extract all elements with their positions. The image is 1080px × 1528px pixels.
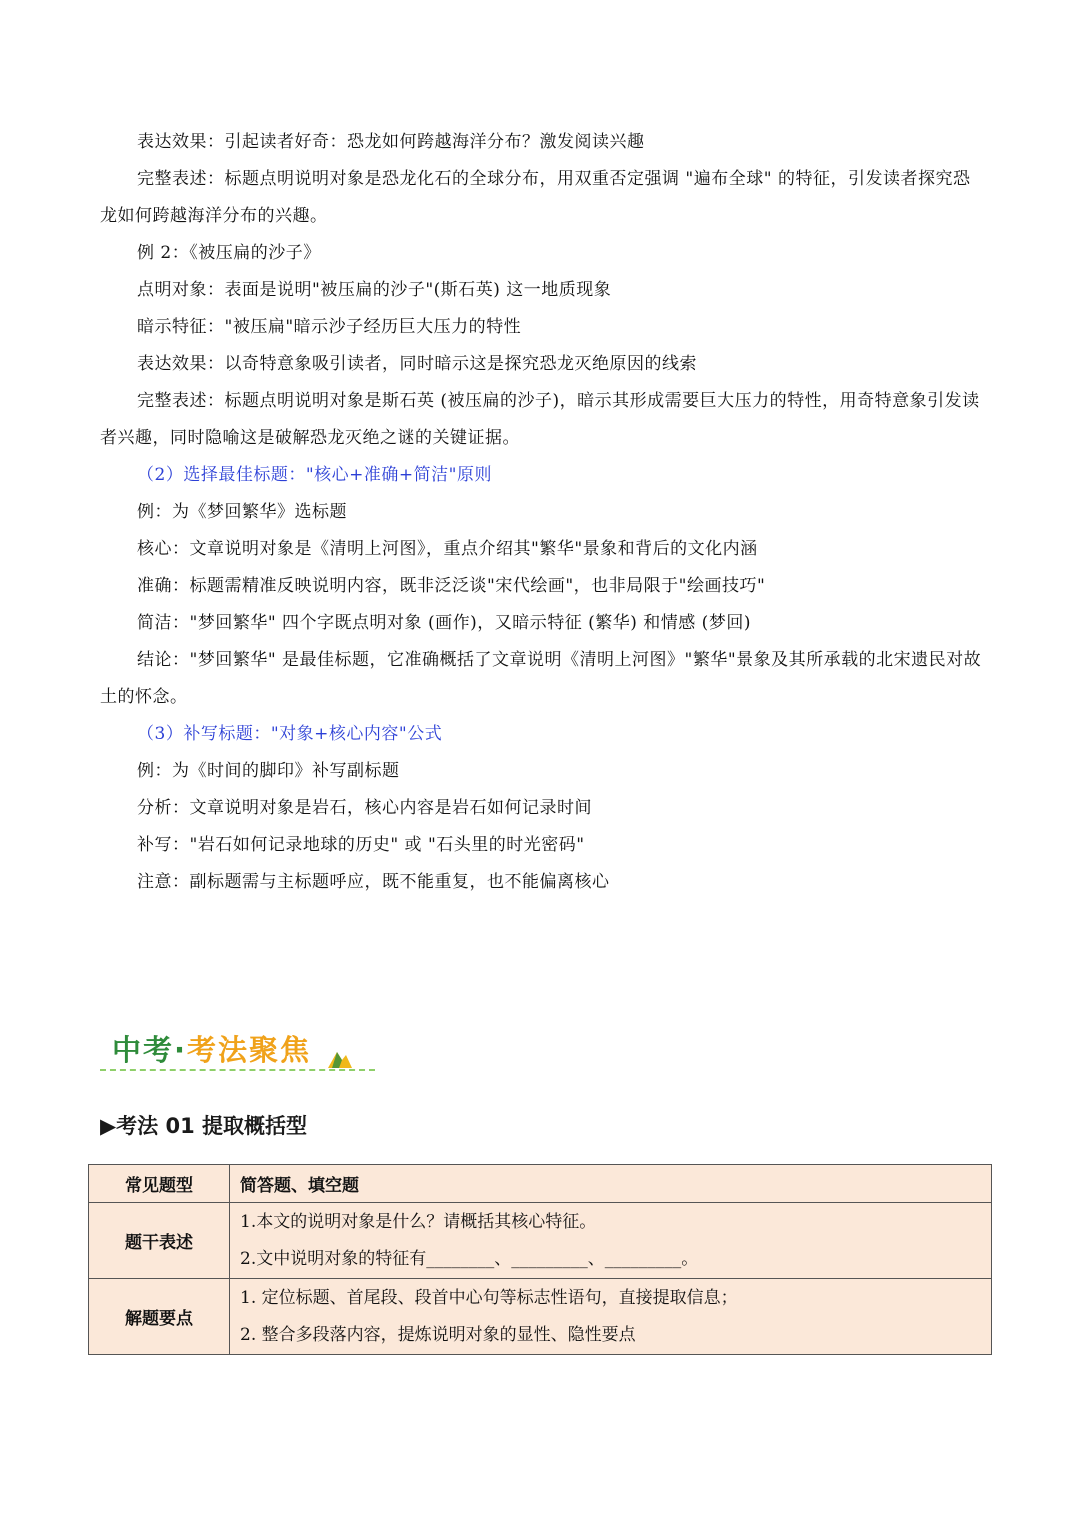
- stem-line-1: 1.本文的说明对象是什么？请概括其核心特征。: [240, 1211, 597, 1232]
- table-label-stem: 题干表述: [89, 1203, 230, 1279]
- banner-title: [112, 1028, 311, 1069]
- table-row: [89, 1203, 992, 1279]
- banner-part-kaofa: 考法聚焦: [187, 1033, 312, 1067]
- subheading-supplement-title: （3）补写标题："对象+核心内容"公式: [137, 724, 443, 744]
- paragraph-example-2: 例 2：《被压扁的沙子》: [137, 243, 321, 263]
- paragraph-note: 注意：副标题需与主标题呼应，既不能重复，也不能偏离核心: [137, 872, 610, 892]
- key-point-line-1: 1. 定位标题、首尾段、段首中心句等标志性语句，直接提取信息；: [240, 1287, 738, 1308]
- method-table: [88, 1164, 992, 1355]
- banner-dot: ·: [174, 1033, 188, 1067]
- paragraph-full-statement-2: 完整表述：标题点明说明对象是斯石英 (被压扁的沙子)，暗示其形成需要巨大压力的特性，用奇特意象引发读者兴趣，同时隐喻这是破解恐龙灭绝之谜的关键证据。: [100, 391, 980, 448]
- section-heading: ▶考法 01 提取概括型: [100, 1114, 307, 1138]
- paragraph-analysis: 分析：文章说明对象是岩石，核心内容是岩石如何记录时间: [137, 798, 592, 818]
- paragraph-expression-effect-1: 表达效果：引起读者好奇：恐龙如何跨越海洋分布？激发阅读兴趣: [137, 132, 645, 152]
- subheading-choose-best-title: （2）选择最佳标题："核心+准确+简洁"原则: [137, 465, 492, 485]
- paragraph-example-subtitle: 例：为《时间的脚印》补写副标题: [137, 761, 400, 781]
- paragraph-example-title-choice: 例：为《梦回繁华》选标题: [137, 502, 347, 522]
- table-value-key-points: [230, 1279, 992, 1355]
- paragraph-accurate: 准确：标题需精准反映说明内容，既非泛泛谈"宋代绘画"，也非局限于"绘画技巧": [137, 576, 766, 596]
- paragraph-core: 核心：文章说明对象是《清明上河图》，重点介绍其"繁华"景象和背后的文化内涵: [137, 539, 758, 559]
- table-value-stem: [230, 1203, 992, 1279]
- banner-part-zhongkao: 中考: [112, 1033, 175, 1067]
- section-banner: [100, 1018, 380, 1078]
- paragraph-supplement: 补写："岩石如何记录地球的历史" 或 "石头里的时光密码": [137, 835, 585, 855]
- table-row: [89, 1165, 992, 1203]
- stem-line-2: 2.文中说明对象的特征有________、_________、_________。: [240, 1248, 699, 1269]
- paragraph-point-object: 点明对象：表面是说明"被压扁的沙子"(斯石英) 这一地质现象: [137, 280, 612, 300]
- paragraph-full-statement-1: 完整表述：标题点明说明对象是恐龙化石的全球分布，用双重否定强调 "遍布全球" 的特征，引发读者探究恐龙如何跨越海洋分布的兴趣。: [100, 169, 971, 226]
- banner-dashed-underline: [100, 1069, 375, 1071]
- paragraph-concise: 简洁："梦回繁华" 四个字既点明对象 (画作)，又暗示特征 (繁华) 和情感 (梦回): [137, 613, 751, 633]
- table-value-question-type: 简答题、填空题: [230, 1165, 992, 1203]
- table-label-key-points: 解题要点: [89, 1279, 230, 1355]
- paragraph-conclusion: 结论："梦回繁华" 是最佳标题，它准确概括了文章说明《清明上河图》"繁华"景象及其所承载的北宋遗民对故土的怀念。: [100, 650, 982, 707]
- paragraph-expression-effect-2: 表达效果：以奇特意象吸引读者，同时暗示这是探究恐龙灭绝原因的线索: [137, 354, 697, 374]
- table-label-question-type: 常见题型: [89, 1165, 230, 1203]
- table-row: [89, 1279, 992, 1355]
- paragraph-hint-feature: 暗示特征："被压扁"暗示沙子经历巨大压力的特性: [137, 317, 522, 337]
- mountain-icon: [328, 1048, 352, 1068]
- key-point-line-2: 2. 整合多段落内容，提炼说明对象的显性、隐性要点: [240, 1324, 636, 1345]
